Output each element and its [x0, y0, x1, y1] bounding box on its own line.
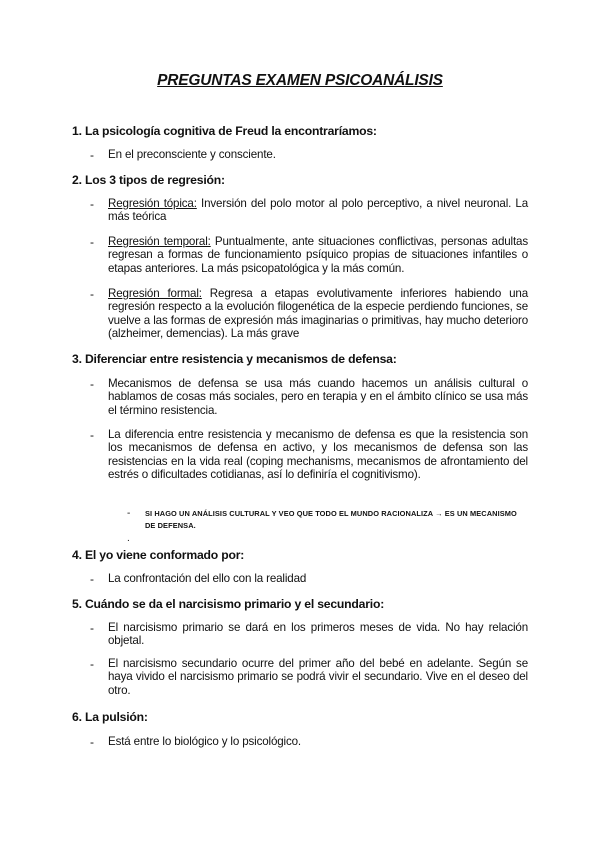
- term-label: Regresión formal:: [108, 287, 202, 300]
- question-2-heading: 2. Los 3 tipos de regresión:: [72, 173, 225, 187]
- document-title: PREGUNTAS EXAMEN PSICOANÁLISIS: [157, 72, 443, 89]
- bullet-dash: -: [90, 148, 94, 162]
- term-label: Regresión tópica:: [108, 197, 197, 210]
- answer-text: La confrontación del ello con la realidad: [108, 572, 307, 585]
- bullet-dash: -: [90, 621, 94, 635]
- answer-text: [108, 197, 528, 224]
- answer-text: El narcisismo primario se dará en los primeros meses de vida. No hay relación objetal.: [108, 621, 528, 648]
- term-label: Regresión temporal:: [108, 235, 211, 248]
- bullet-dash: -: [90, 428, 94, 442]
- question-1-heading: 1. La psicología cognitiva de Freud la encontraríamos:: [72, 124, 377, 138]
- bullet-dash: -: [90, 287, 94, 301]
- bullet-dash: -: [90, 735, 94, 749]
- answer-text: Está entre lo biológico y lo psicológico.: [108, 735, 301, 748]
- bullet-dash: -: [90, 235, 94, 249]
- answer-text: El narcisismo secundario ocurre del primer año del bebé en adelante. Según se haya vivido el narcisismo primario se podrá vivir el secundario. Vive en el deseo del otro.: [108, 657, 528, 697]
- term-definition: Regresa a etapas evolutivamente inferiores habiendo una regresión respecto a la evolución filogenética de la especie perdiendo funciones, se vuelve a las formas de expresión más imaginarias o primitivas, hay mucho deterioro (alzheimer, demencias). La más grave: [108, 287, 528, 341]
- bullet-dash: -: [90, 377, 94, 391]
- question-6-heading: 6. La pulsión:: [72, 710, 148, 724]
- question-4-heading: 4. El yo viene conformado por:: [72, 548, 245, 562]
- bullet-dash: -: [127, 508, 131, 519]
- stray-dot: .: [127, 533, 130, 544]
- question-5-heading: 5. Cuándo se da el narcisismo primario y el secundario:: [72, 597, 385, 611]
- answer-text: [108, 235, 528, 275]
- answer-text: En el preconsciente y consciente.: [108, 148, 276, 161]
- bullet-dash: -: [90, 572, 94, 586]
- answer-text: La diferencia entre resistencia y mecanismo de defensa es que la resistencia son los mecanismos de defensa en activo, y los mecanismos de defensa son las resistencias en la vida real (coping mechanisms, mecanismos de afrontamiento del estrés o dificultades cotidianas, así lo definiría el cognitivismo).: [108, 428, 528, 482]
- note-text: SI HAGO UN ANÁLISIS CULTURAL Y VEO QUE TODO EL MUNDO RACIONALIZA → ES UN MECANISMO DE DEFENSA.: [145, 509, 517, 530]
- answer-text: [108, 287, 528, 341]
- question-3-heading: 3. Diferenciar entre resistencia y mecanismos de defensa:: [72, 352, 397, 366]
- bullet-dash: -: [90, 657, 94, 671]
- term-definition: Puntualmente, ante situaciones conflictivas, personas adultas regresan a formas de funcionamiento psíquico propias de situaciones infantiles o etapas anteriores. La más psicopatológica y la más común.: [108, 235, 528, 275]
- term-definition: Inversión del polo motor al polo perceptivo, a nivel neuronal. La más teórica: [108, 197, 528, 224]
- bullet-dash: -: [90, 197, 94, 211]
- answer-text: Mecanismos de defensa se usa más cuando hacemos un análisis cultural o hablamos de cosas más sociales, pero en terapia y en el ámbito clínico se usa más el término resistencia.: [108, 377, 528, 417]
